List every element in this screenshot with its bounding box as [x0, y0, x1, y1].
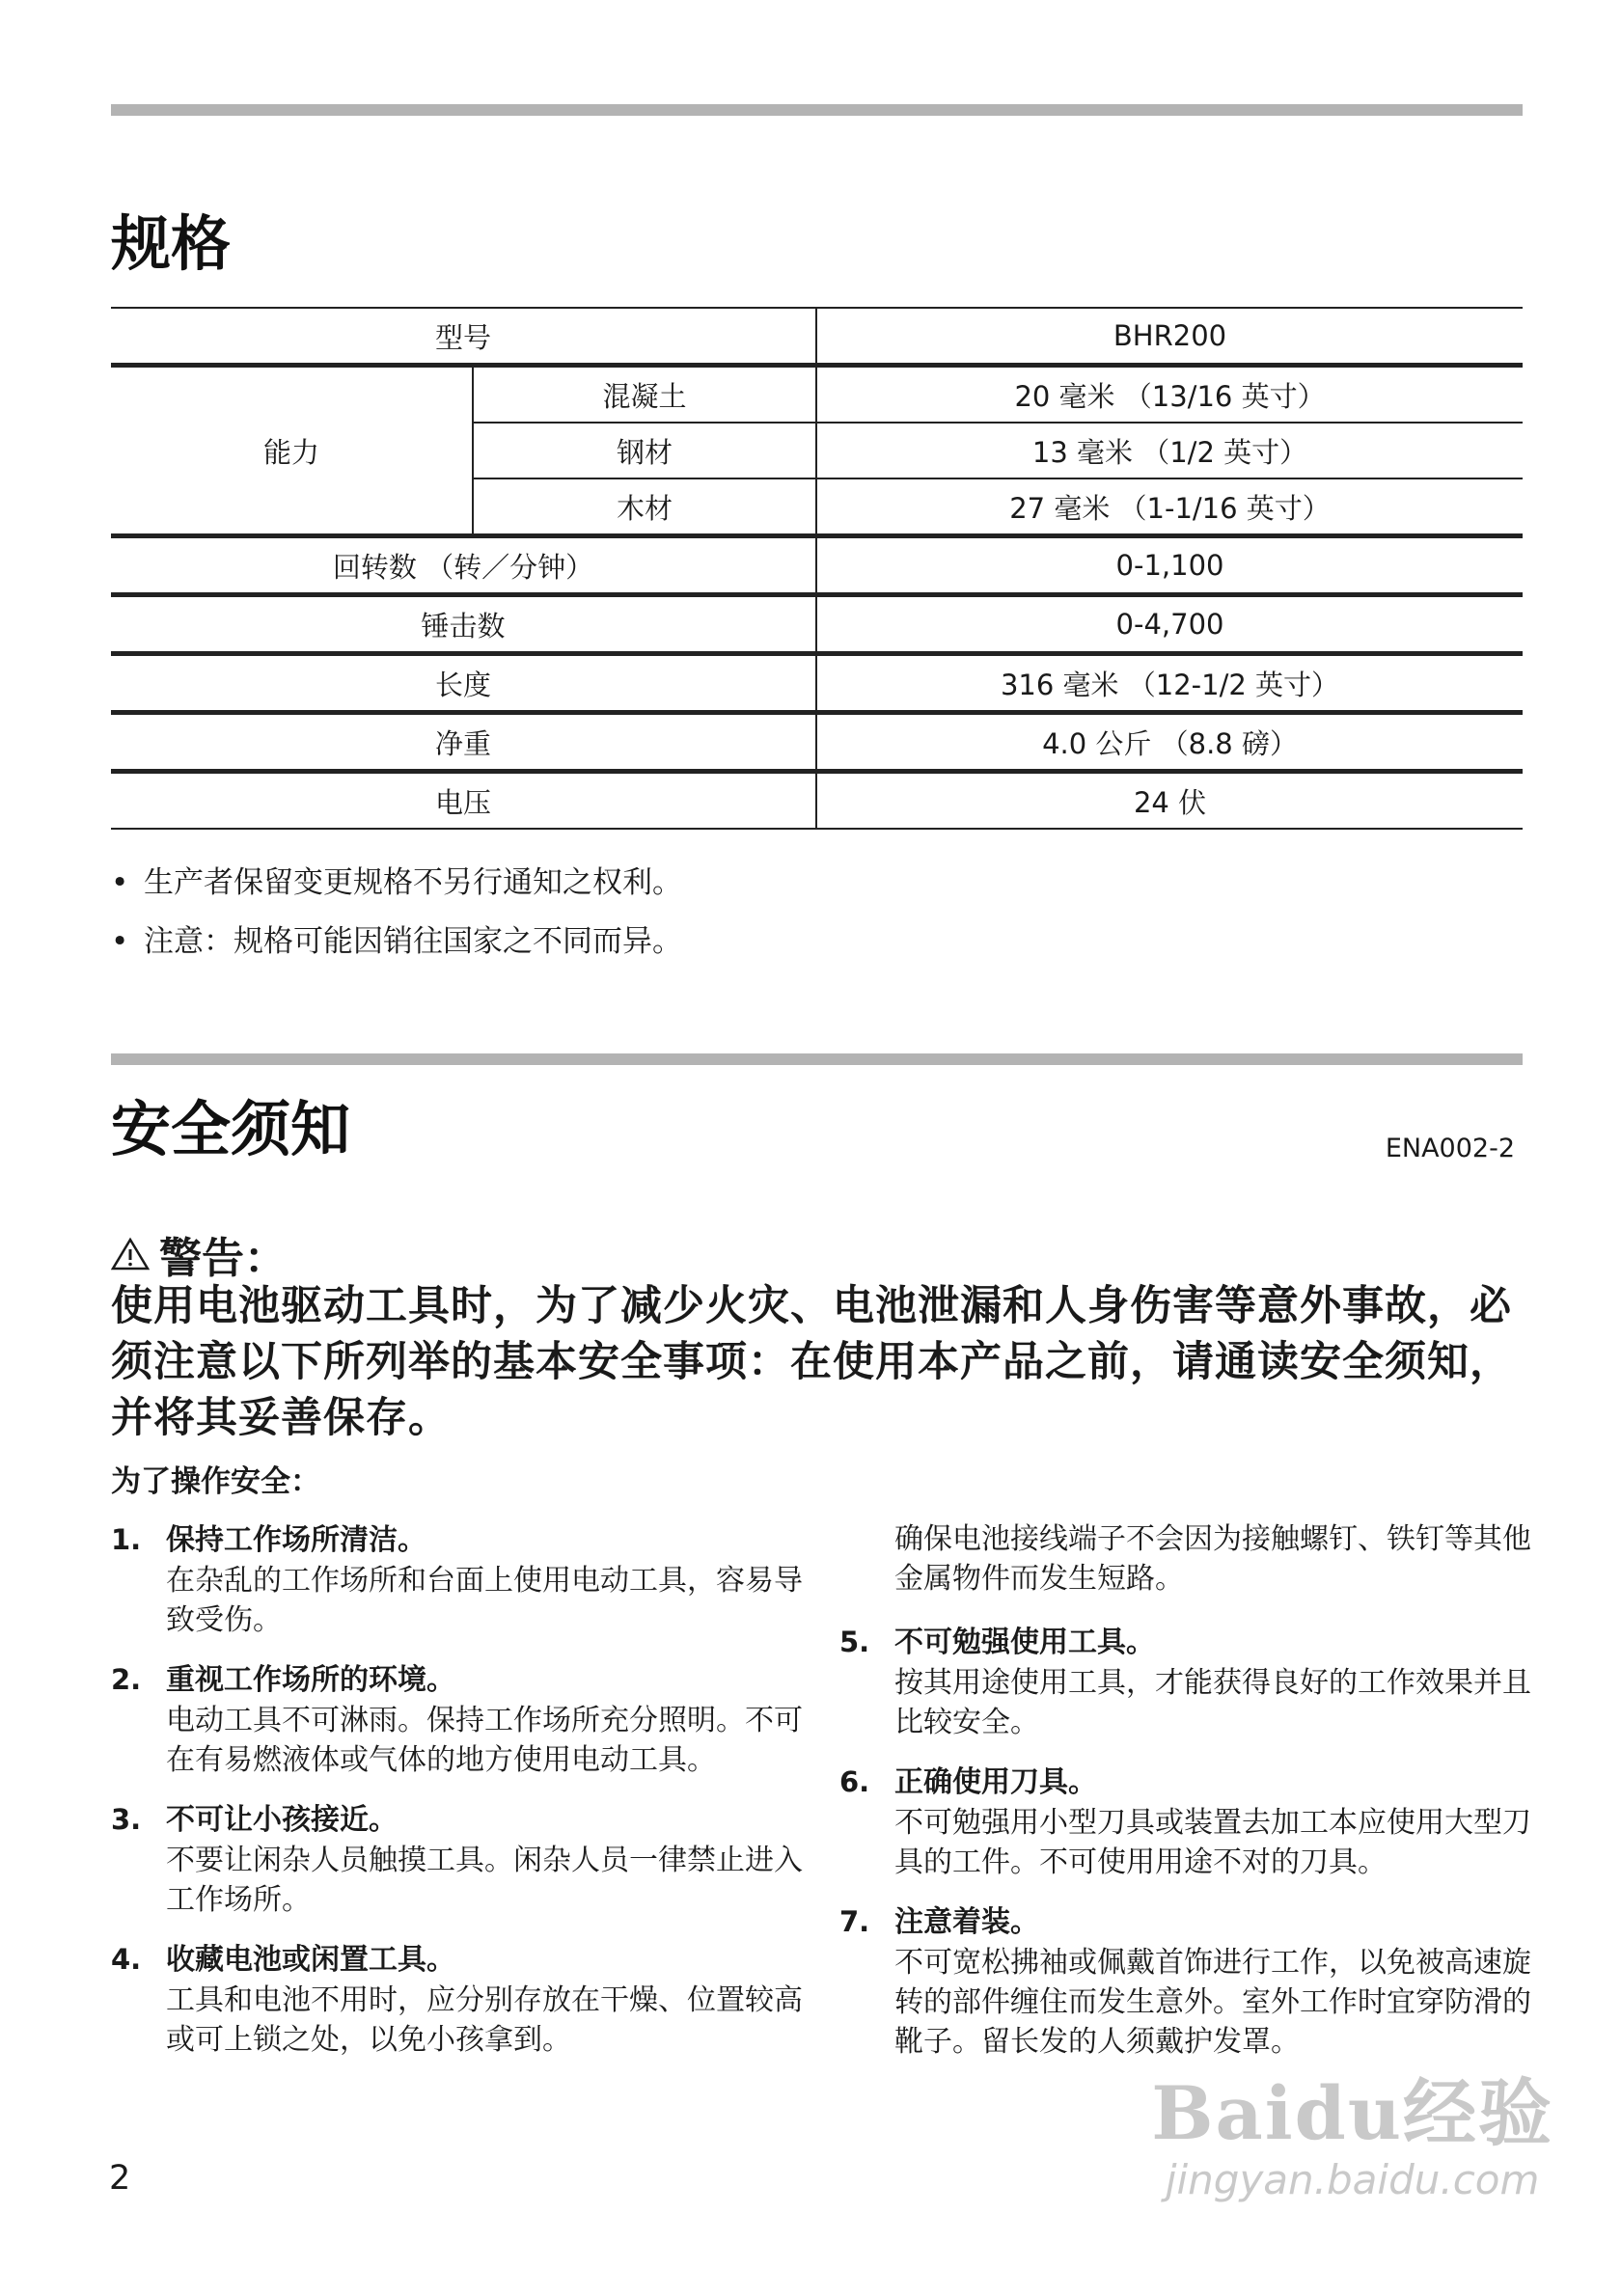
item-title: 重视工作场所的环境。	[166, 1663, 455, 1697]
item-number: 4.	[111, 1943, 142, 1976]
warning-triangle-icon	[111, 1237, 150, 1271]
item-text: 工具和电池不用时，应分别存放在干燥、位置较高或可上锁之处，以免小孩拿到。	[166, 1983, 803, 2057]
item-title: 不可让小孩接近。	[166, 1803, 398, 1837]
item-title: 收藏电池或闲置工具。	[166, 1943, 455, 1977]
top-section-divider	[111, 104, 1523, 116]
spec-row-concrete	[111, 366, 1523, 424]
item-number: 2.	[111, 1663, 142, 1696]
page-number: 2	[109, 2159, 131, 2198]
item-text: 不要让闲杂人员触摸工具。闲杂人员一律禁止进入工作场所。	[166, 1844, 803, 1917]
spec-notes	[111, 854, 682, 971]
item-number: 7.	[839, 1905, 870, 1938]
item-title: 正确使用刀具。	[894, 1765, 1097, 1799]
cell-voltage-label: 电压	[111, 772, 816, 830]
item-text: 在杂乱的工作场所和台面上使用电动工具，容易导致受伤。	[166, 1564, 803, 1637]
list-item	[839, 1762, 1534, 1882]
spec-row-model	[111, 308, 1523, 366]
cell-concrete-value: 20 毫米 （13/16 英寸）	[816, 366, 1523, 424]
list-item	[839, 1622, 1534, 1742]
item-title: 保持工作场所清洁。	[166, 1523, 426, 1557]
spec-table	[111, 307, 1523, 830]
list-item	[111, 1939, 806, 2060]
cell-model-label: 型号	[111, 308, 816, 366]
spec-title: 规格	[111, 208, 232, 279]
list-item	[111, 1659, 806, 1780]
cell-rpm-value: 0-1,100	[816, 536, 1523, 595]
cell-model-value: BHR200	[816, 308, 1523, 366]
baidu-watermark	[1151, 2055, 1553, 2203]
cell-length-label: 长度	[111, 654, 816, 713]
spec-row-weight	[111, 713, 1523, 772]
item-number: 5.	[839, 1626, 870, 1658]
cell-concrete-label: 混凝土	[473, 366, 816, 424]
cell-rpm-label: 回转数 （转／分钟）	[111, 536, 816, 595]
document-code: ENA002-2	[1385, 1134, 1515, 1163]
item-text: 电动工具不可淋雨。保持工作场所充分照明。不可在有易燃液体或气体的地方使用电动工具。	[166, 1704, 803, 1777]
cell-bpm-value: 0-4,700	[816, 595, 1523, 654]
item-text: 按其用途使用工具，才能获得良好的工作效果并且比较安全。	[894, 1666, 1531, 1739]
note-text: 生产者保留变更规格不另行通知之权利。	[144, 865, 682, 900]
cell-weight-label: 净重	[111, 713, 816, 772]
safety-list-right-column	[839, 1519, 1534, 2081]
item-title: 注意着装。	[894, 1905, 1039, 1939]
safety-title: 安全须知	[111, 1094, 351, 1164]
operation-safety-subheading: 为了操作安全：	[111, 1464, 320, 1499]
spec-row-length	[111, 654, 1523, 713]
item-4-continuation: 确保电池接线端子不会因为接触螺钉、铁钉等其他金属物件而发生短路。	[894, 1522, 1531, 1596]
list-item	[111, 1519, 806, 1640]
watermark-url: jingyan.baidu.com	[1165, 2156, 1540, 2203]
cell-steel-value: 13 毫米 （1/2 英寸）	[816, 423, 1523, 478]
list-item	[839, 1901, 1534, 2062]
note-text: 注意：规格可能因销往国家之不同而异。	[144, 924, 682, 959]
list-item	[111, 1799, 806, 1920]
safety-section-divider	[111, 1053, 1523, 1065]
spec-note	[111, 913, 682, 971]
cell-bpm-label: 锤击数	[111, 595, 816, 654]
item-title: 不可勉强使用工具。	[894, 1626, 1155, 1659]
warning-text: 使用电池驱动工具时，为了减少火灾、电池泄漏和人身伤害等意外事故，必须注意以下所列举的基本安全事项：在使用本产品之前，请通读安全须知，并将其妥善保存。	[111, 1282, 1512, 1442]
spec-row-rpm	[111, 536, 1523, 595]
spec-row-voltage	[111, 772, 1523, 830]
cell-length-value: 316 毫米 （12-1/2 英寸）	[816, 654, 1523, 713]
cell-voltage-value: 24 伏	[816, 772, 1523, 830]
cell-steel-label: 钢材	[473, 423, 816, 478]
cell-capacity-label: 能力	[111, 366, 473, 536]
cell-weight-value: 4.0 公斤 （8.8 磅）	[816, 713, 1523, 772]
spec-note	[111, 854, 682, 913]
item-number: 3.	[111, 1803, 142, 1836]
item-text: 不可勉强用小型刀具或装置去加工本应使用大型刀具的工件。不可使用用途不对的刀具。	[894, 1806, 1531, 1879]
spec-row-bpm	[111, 595, 1523, 654]
safety-list-left-column	[111, 1519, 806, 2079]
item-number: 6.	[839, 1765, 870, 1798]
watermark-brand: Baidu经验	[1151, 2070, 1553, 2156]
warning-label: 警告：	[159, 1234, 287, 1283]
bullet: •	[111, 924, 129, 959]
bullet: •	[111, 865, 129, 900]
cell-wood-value: 27 毫米 （1-1/16 英寸）	[816, 478, 1523, 536]
warning-heading	[111, 1223, 287, 1285]
item-text: 不可宽松拂袖或佩戴首饰进行工作，以免被高速旋转的部件缠住而发生意外。室外工作时宜穿防滑的靴子。留长发的人须戴护发罩。	[894, 1946, 1531, 2059]
cell-wood-label: 木材	[473, 478, 816, 536]
item-number: 1.	[111, 1523, 142, 1556]
